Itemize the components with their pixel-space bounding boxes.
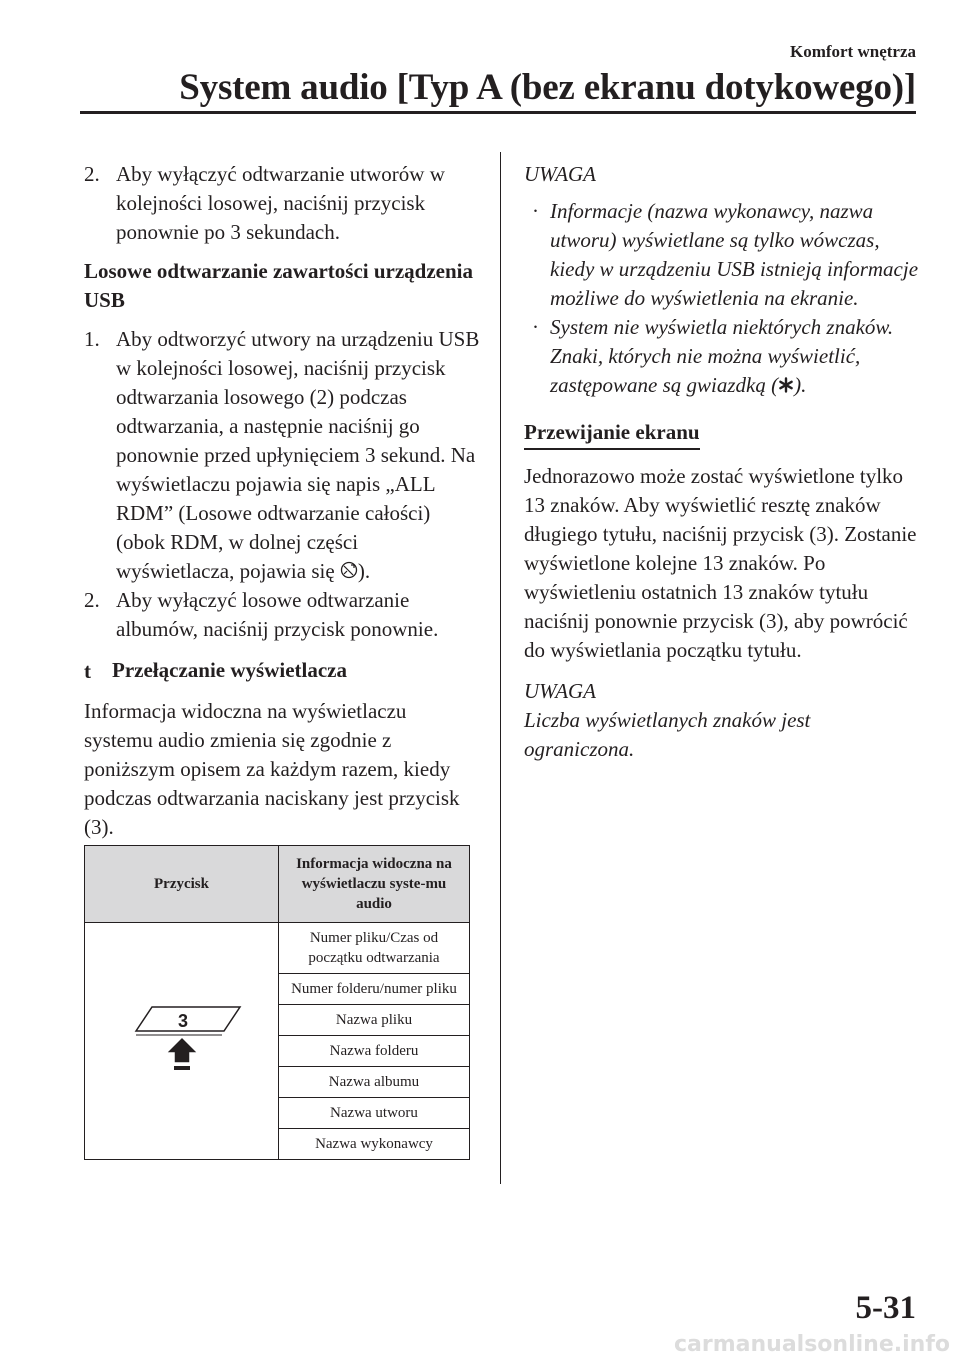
table-header-info: Informacja widoczna na wyświetlaczu syste-mu audio xyxy=(279,846,470,923)
bullet: · xyxy=(532,315,539,339)
step-2-random-off xyxy=(84,160,480,247)
table-row xyxy=(85,923,470,974)
display-switch-text: Informacja widoczna na wyświetlaczu systemu audio zmienia się zgodnie z poniższym opisem za każdym razem, kiedy podczas odtwarzania naciskany jest przycisk (3). xyxy=(84,699,460,839)
right-column xyxy=(524,160,920,764)
note-item-text: System nie wyświetla niektórych znaków. Znaki, których nie można wyświetlić, zastępowane są gwiazdką ( xyxy=(550,315,894,397)
table-header-button: Przycisk xyxy=(85,846,279,923)
table-cell-value: Numer pliku/Czas od początku odtwarzania xyxy=(279,923,470,974)
button-3-label: 3 xyxy=(177,1011,188,1031)
table-cell-value: Nazwa albumu xyxy=(279,1067,470,1098)
page-number: 5-31 xyxy=(855,1290,916,1326)
display-switch-heading xyxy=(84,656,480,685)
step-number: 2. xyxy=(84,588,100,612)
note-label: UWAGA xyxy=(524,162,597,186)
step-number: 1. xyxy=(84,327,100,351)
bullet: · xyxy=(532,199,539,223)
section-marker: t xyxy=(84,659,91,683)
table-cell-value: Nazwa folderu xyxy=(279,1036,470,1067)
button-3-press-icon xyxy=(122,1001,242,1081)
column-divider xyxy=(500,152,501,1184)
note-text: Liczba wyświetlanych znaków jest ograniczona. xyxy=(524,708,811,761)
table-cell-value: Nazwa pliku xyxy=(279,1005,470,1036)
display-switch-title: Przełączanie wyświetlacza xyxy=(112,658,347,682)
step-text: Aby wyłączyć odtwarzanie utworów w kolejności losowej, naciśnij przycisk ponownie po 3 sekundach. xyxy=(116,162,445,244)
button-3-illustration-cell xyxy=(85,923,279,1160)
display-info-table xyxy=(84,845,470,1160)
table-cell-value: Nazwa wykonawcy xyxy=(279,1129,470,1160)
note-item xyxy=(524,197,920,313)
note-label: UWAGA xyxy=(524,679,597,703)
table-header-row xyxy=(85,846,470,923)
header-rule xyxy=(80,111,916,114)
usb-random-heading: Losowe odtwarzanie zawartości urządzenia USB xyxy=(84,259,474,312)
random-disc-icon xyxy=(340,560,358,580)
note-item xyxy=(524,313,920,400)
step-text: Aby odtworzyć utwory na urządzeniu USB w kolejności losowej, naciśnij przycisk odtwarzania losowego (2) podczas odtwarzania, a następnie naciśnij go ponownie przed upłynięciem 3 sekund. Na wyświetlaczu pojawia się napis „ALL RDM” (Losowe odtwarzanie całości) (obok RDM, w dolnej części wyświetlacza, pojawia się xyxy=(116,327,480,583)
header-section-label: Komfort wnętrza xyxy=(789,42,916,61)
table-cell-value: Numer folderu/numer pliku xyxy=(279,974,470,1005)
asterisk-icon xyxy=(778,377,794,393)
scroll-screen-text: Jednorazowo może zostać wyświetlone tylko 13 znaków. Aby wyświetlić resztę znaków długiego tytułu, naciśnij przycisk (3). Zostanie wyświetlone kolejne 13 znaków. Po wyświetleniu ostatnich 13 znaków tytułu naciśnij ponownie przycisk (3), aby powrócić do wyświetlania początku tytułu. xyxy=(524,464,917,662)
table-cell-value: Nazwa utworu xyxy=(279,1098,470,1129)
watermark: carmanualsonline.info xyxy=(674,1332,950,1357)
step-text-end: ). xyxy=(357,559,371,583)
usb-step-2 xyxy=(84,586,480,644)
page-title: System audio [Typ A (bez ekranu dotykowego)] xyxy=(179,67,916,108)
note-item-text-end: ). xyxy=(794,373,807,397)
note-item-text: Informacje (nazwa wykonawcy, nazwa utworu) wyświetlane są tylko wówczas, kiedy w urządzeniu USB istnieją informacje możliwe do wyświetlenia na ekranie. xyxy=(550,199,919,310)
step-text: Aby wyłączyć losowe odtwarzanie albumów, naciśnij przycisk ponownie. xyxy=(116,588,439,641)
left-column xyxy=(84,160,480,842)
usb-step-1 xyxy=(84,325,480,586)
scroll-screen-heading: Przewijanie ekranu xyxy=(524,418,700,450)
step-number: 2. xyxy=(84,162,100,186)
